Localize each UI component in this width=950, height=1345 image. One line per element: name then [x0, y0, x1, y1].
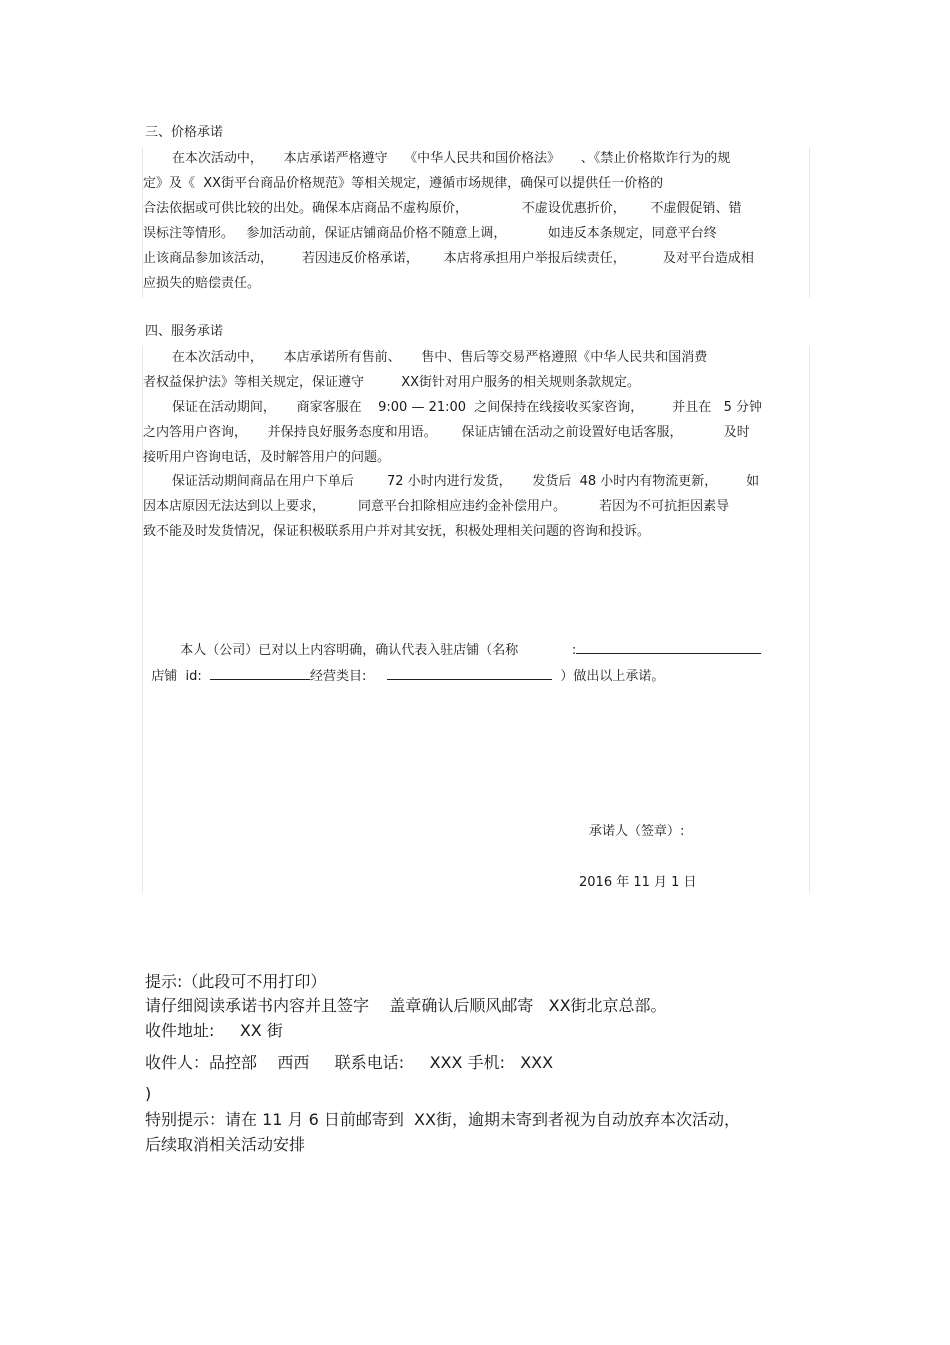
price-commitment-line: 误标注等情形。 参加活动前，保证店铺商品价格不随意上调， 如违反本条规定，同意平台终: [143, 226, 717, 241]
tip-line: 请仔细阅读承诺书内容并且签字 盖章确认后顺风邮寄 XX街北京总部。: [145, 996, 667, 1015]
confirmation-text: 本人（公司）已对以上内容明确，确认代表入驻店铺（名称 :: [151, 643, 577, 658]
section-4-heading: 四、服务承诺: [145, 324, 224, 339]
price-commitment-line: 应损失的赔偿责任。: [143, 276, 261, 291]
commitment-ending: ）做出以上承诺。: [552, 669, 665, 684]
service-commitment-line: 之内答用户咨询， 并保持良好服务态度和用语。 保证店铺在活动之前设置好电话客服， 及时: [143, 425, 750, 440]
service-commitment-line: 者权益保护法》等相关规定，保证遵守 XX街针对用户服务的相关规则条款规定。: [143, 375, 641, 390]
tip-special-notice: 特别提示：请在 11 月 6 日前邮寄到 XX街，逾期未寄到者视为自动放弃本次活动，: [145, 1110, 740, 1129]
price-commitment-line: 在本次活动中， 本店承诺严格遵守 《中华人民共和国价格法》 、《禁止价格欺诈行为的规: [143, 151, 731, 166]
category-label: 经营类目:: [310, 669, 388, 684]
store-id-blank[interactable]: [210, 667, 310, 680]
service-commitment-line: 因本店原因无法达到以上要求， 同意平台扣除相应违约金补偿用户。 若因为不可抗拒因素导: [143, 499, 730, 514]
store-id-label: 店铺 id:: [151, 669, 211, 684]
signature-date: 2016 年 11 月 1 日: [579, 875, 697, 890]
section-3-heading: 三、价格承诺: [145, 125, 224, 140]
tip-recipient: 收件人：品控部 西西 联系电话: XXX 手机: XXX: [145, 1053, 554, 1072]
service-commitment-line: 致不能及时发货情况，保证积极联系用户并对其安抚，积极处理相关问题的咨询和投诉。: [143, 524, 651, 539]
store-info-line: [143, 651, 664, 685]
signer-label: 承诺人（签章）:: [589, 824, 685, 839]
tip-title: 提示:（此段可不用打印）: [145, 972, 327, 991]
service-commitment-line: 保证活动期间商品在用户下单后 72 小时内进行发货， 发货后 48 小时内有物流更新， 如: [143, 474, 760, 489]
category-blank[interactable]: [387, 667, 552, 680]
tip-paren: ): [145, 1084, 152, 1103]
service-commitment-line: 在本次活动中， 本店承诺所有售前、 售中、售后等交易严格遵照《中华人民共和国消费: [143, 350, 708, 365]
price-commitment-line: 止该商品参加该活动， 若因违反价格承诺， 本店将承担用户举报后续责任， 及对平台造成相: [143, 251, 754, 266]
price-commitment-line: 合法依据或可供比较的出处。确保本店商品不虚构原价， 不虚设优惠折价， 不虚假促销、错: [143, 201, 742, 216]
service-commitment-line: 接听用户咨询电话，及时解答用户的问题。: [143, 450, 391, 465]
tip-special-notice-cont: 后续取消相关活动安排: [145, 1135, 306, 1154]
service-commitment-line: 保证在活动期间， 商家客服在 9:00 — 21:00 之间保持在线接收买家咨询， 并且在 5 分钟: [143, 400, 763, 415]
price-commitment-line: 定》及《 XX街平台商品价格规范》等相关规定，遵循市场规律，确保可以提供任一价格的: [143, 176, 664, 191]
tip-address: 收件地址: XX 街: [145, 1021, 283, 1040]
